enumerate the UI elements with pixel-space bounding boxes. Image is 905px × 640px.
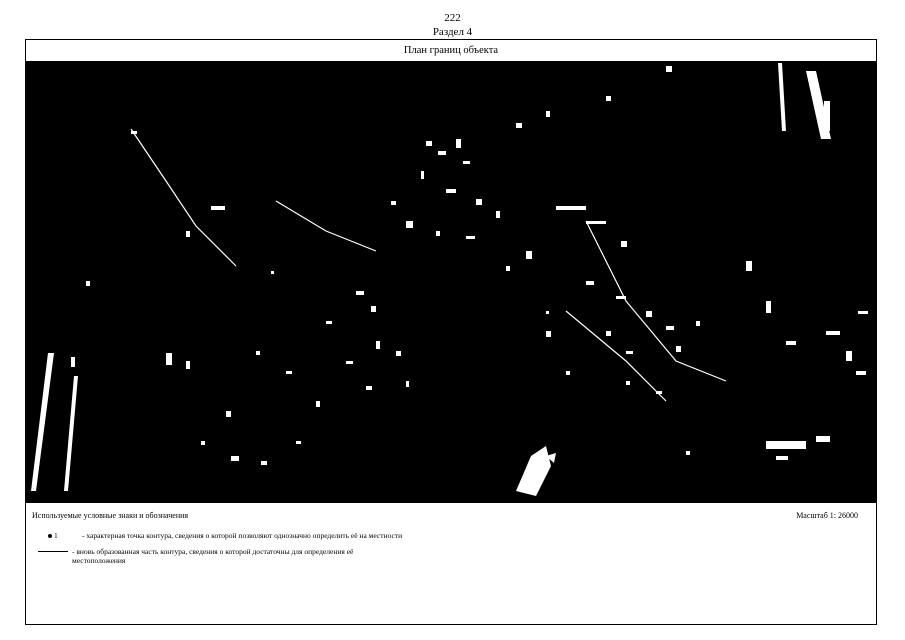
- legend-point-description: - характерная точка контура, сведения о которой позволяют однозначно определить её на местности: [82, 531, 403, 540]
- legend-line-description: - вновь образованная часть контура, сведения о которой достаточны для определения её местоположения: [72, 547, 354, 565]
- point-dot-icon: [48, 534, 52, 538]
- section-title: Раздел 4: [432, 26, 473, 38]
- aerial-map[interactable]: [26, 61, 876, 503]
- plan-title: План границ объекта: [26, 40, 876, 62]
- page-number: 222: [444, 12, 461, 24]
- scale-label: Масштаб 1: 26000: [796, 511, 858, 520]
- legend-point-number: 1: [54, 531, 58, 540]
- legend-item-point: [48, 531, 402, 540]
- aerial-map-image: [26, 61, 876, 503]
- legend-title: Используемые условные знаки и обозначения: [32, 511, 189, 520]
- legend-point-symbol: [48, 531, 82, 540]
- legend-item-line: [38, 547, 402, 565]
- plan-frame: [25, 39, 877, 625]
- legend-line-icon: [38, 551, 68, 552]
